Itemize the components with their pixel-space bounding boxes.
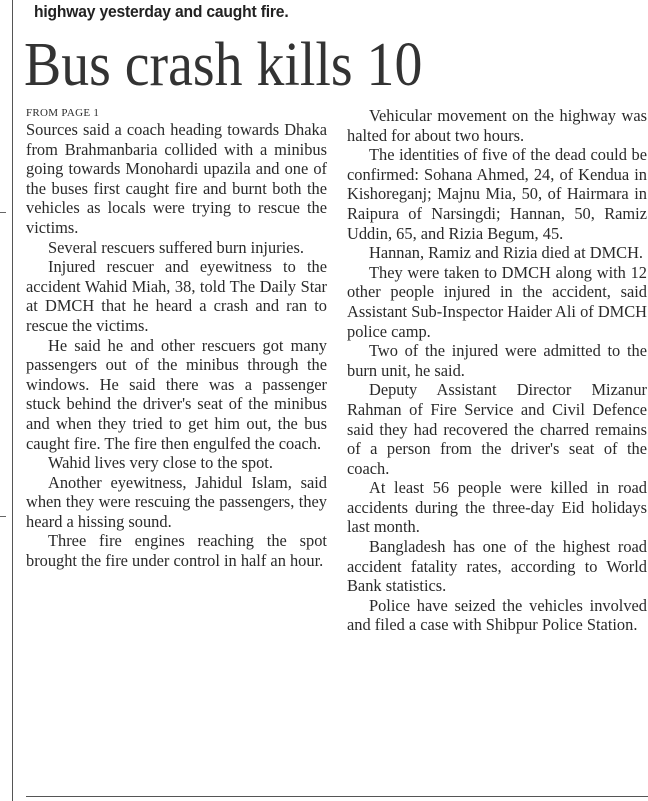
paragraph: Bangladesh has one of the highest road accident fatality rates, according to World Bank statistics. (347, 537, 647, 596)
headline: Bus crash kills 10 (24, 31, 423, 99)
paragraph: Hannan, Ramiz and Rizia died at DMCH. (369, 243, 644, 263)
paragraph: Several rescuers suffered burn injuries. (48, 237, 304, 257)
paragraph: At least 56 people were killed in road accidents during the three-day Eid holidays last month. (347, 478, 647, 537)
paragraph: Sources said a coach heading towards Dhaka from Brahmanbaria collided with a minibus going towards Monohardi upazila and one of the buses first caught fire and burnt both the vehicles as locals were trying to rescue the victims. (26, 120, 327, 237)
paragraph: Two of the injured were admitted to the burn unit, he said. (347, 341, 647, 380)
bottom-rule (26, 796, 648, 797)
paragraph: Another eyewitness, Jahidul Islam, said when they were rescuing the passengers, they heard a hissing sound. (26, 472, 327, 531)
deck-text: highway yesterday and caught fire. (34, 2, 289, 21)
column-rule (12, 0, 13, 801)
paragraph: They were taken to DMCH along with 12 other people injured in the accident, said Assistant Sub-Inspector Haider Ali of DMCH police camp. (347, 262, 648, 341)
paragraph: Vehicular movement on the highway was halted for about two hours. (347, 106, 647, 145)
margin-mark (0, 516, 6, 517)
paragraph: Deputy Assistant Director Mizanur Rahman of Fire Service and Civil Defence said they had recovered the charred remains of a person from the driver's seat of the coach. (347, 380, 647, 478)
paragraph: Three fire engines reaching the spot brought the fire under control in half an hour. (26, 531, 327, 571)
margin-mark (0, 212, 6, 213)
paragraph: The identities of five of the dead could be confirmed: Sohana Ahmed, 24, of Kendua in Kishoreganj; Majnu Mia, 50, of Hairmara in Raipura of Narsingdi; Hannan, 50, Ramiz Uddin, 65, and Rizia Begum, 45. (347, 145, 647, 243)
paragraph: Wahid lives very close to the spot. (48, 453, 273, 473)
paragraph: Injured rescuer and eyewitness to the accident Wahid Miah, 38, told The Daily Star at DMCH that he heard a crash and ran to rescue the victims. (26, 257, 327, 335)
article-column-right (347, 106, 647, 635)
paragraph: He said he and other rescuers got many passengers out of the minibus through the windows. He said there was a passenger stuck behind the driver's seat of the minibus and when they tried to get him out, the bus caught fire. The fire then engulfed the coach. (26, 335, 327, 453)
paragraph: Police have seized the vehicles involved and filed a case with Shibpur Police Station. (347, 595, 647, 635)
jump-line: FROM PAGE 1 (26, 107, 100, 119)
article-column-left (26, 106, 327, 571)
